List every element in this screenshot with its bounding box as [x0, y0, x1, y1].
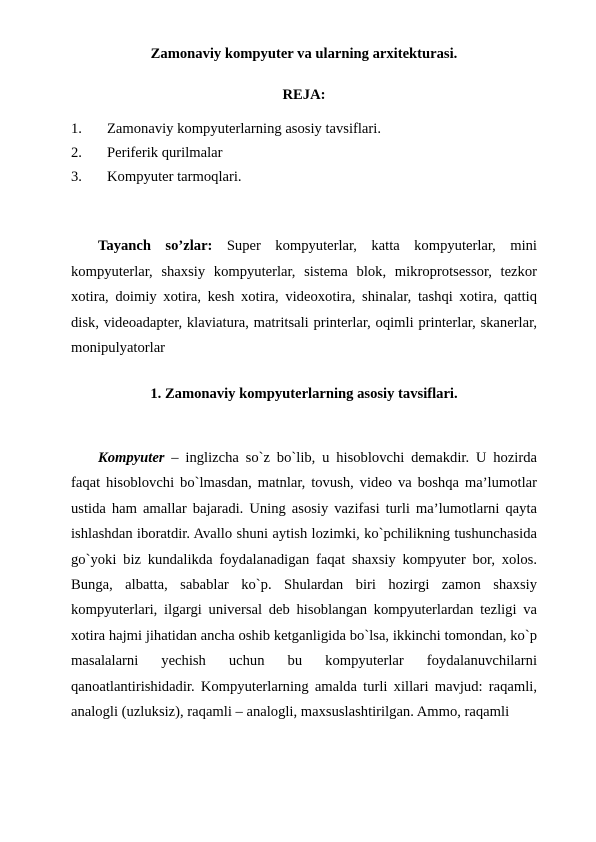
plan-item [71, 143, 537, 167]
plan-item-text: Zamonaviy kompyuterlarning asosiy tavsiflari. [107, 121, 381, 137]
body-term: Kompyuter [98, 450, 165, 466]
keywords-text: Super kompyuterlar, katta kompyuterlar, mini kompyuterlar, shaxsiy kompyuterlar, sistema blok, mikroprotsessor, tezkor xotira, doimiy xotira, kesh xotira, videoxotira, shinalar, tashqi xotira, qattiq disk, videoadapter, klaviatura, matritsali printerlar, oqimli printerlar, skanerlar, monipulyatorlar [71, 238, 537, 357]
keywords-paragraph [71, 234, 537, 362]
document-title: Zamonaviy kompyuter va ularning arxitekturasi. [150, 46, 458, 62]
section-heading: 1. Zamonaviy kompyuterlarning asosiy tavsiflari. [150, 386, 458, 402]
plan-item-number: 2. [71, 145, 82, 161]
plan-list [71, 119, 537, 191]
plan-item [71, 119, 537, 143]
plan-item-number: 1. [71, 121, 82, 137]
plan-item-text: Periferik qurilmalar [107, 145, 223, 161]
plan-heading: REJA: [282, 87, 326, 103]
keywords-label: Tayanch so’zlar: [98, 238, 213, 254]
plan-item [71, 167, 537, 191]
body-text: – inglizcha so`z bo`lib, u hisoblovchi demakdir. U hozirda faqat hisoblovchi bo`lmasdan, matnlar, tovush, video va boshqa ma’lumotlar ustida ham amallar bajaradi. Uning asosiy vazifasi turli ma’lumotlarni qayta ishlashdan iboratdir. Avallo shuni aytish lozimki, ko`pchilikning tushunchasida go`yoki biz kundalikda foydalanadigan faqat shaxsiy kompyuter bor, xolos. Bunga, albatta, sabablar ko`p. Shulardan biri hozirgi zamon shaxsiy kompyuterlari, ilgargi universal deb hisoblangan kompyuterlardan tezligi va xotira hajmi jihatidan ancha oshib ketganligida bo`lsa, ikkinchi tomondan, ko`p masalalarni yechish uchun bu kompyuterlar foydalanuvchilarni qanoatlantirishidadir. Kompyuterlarning amalda turli xillari mavjud: raqamli, analogli (uzluksiz), raqamli – analogli, maxsuslashtirilgan. Ammo, raqamli [71, 450, 537, 721]
body-paragraph [71, 446, 537, 725]
plan-item-number: 3. [71, 169, 82, 185]
plan-item-text: Kompyuter tarmoqlari. [107, 169, 242, 185]
